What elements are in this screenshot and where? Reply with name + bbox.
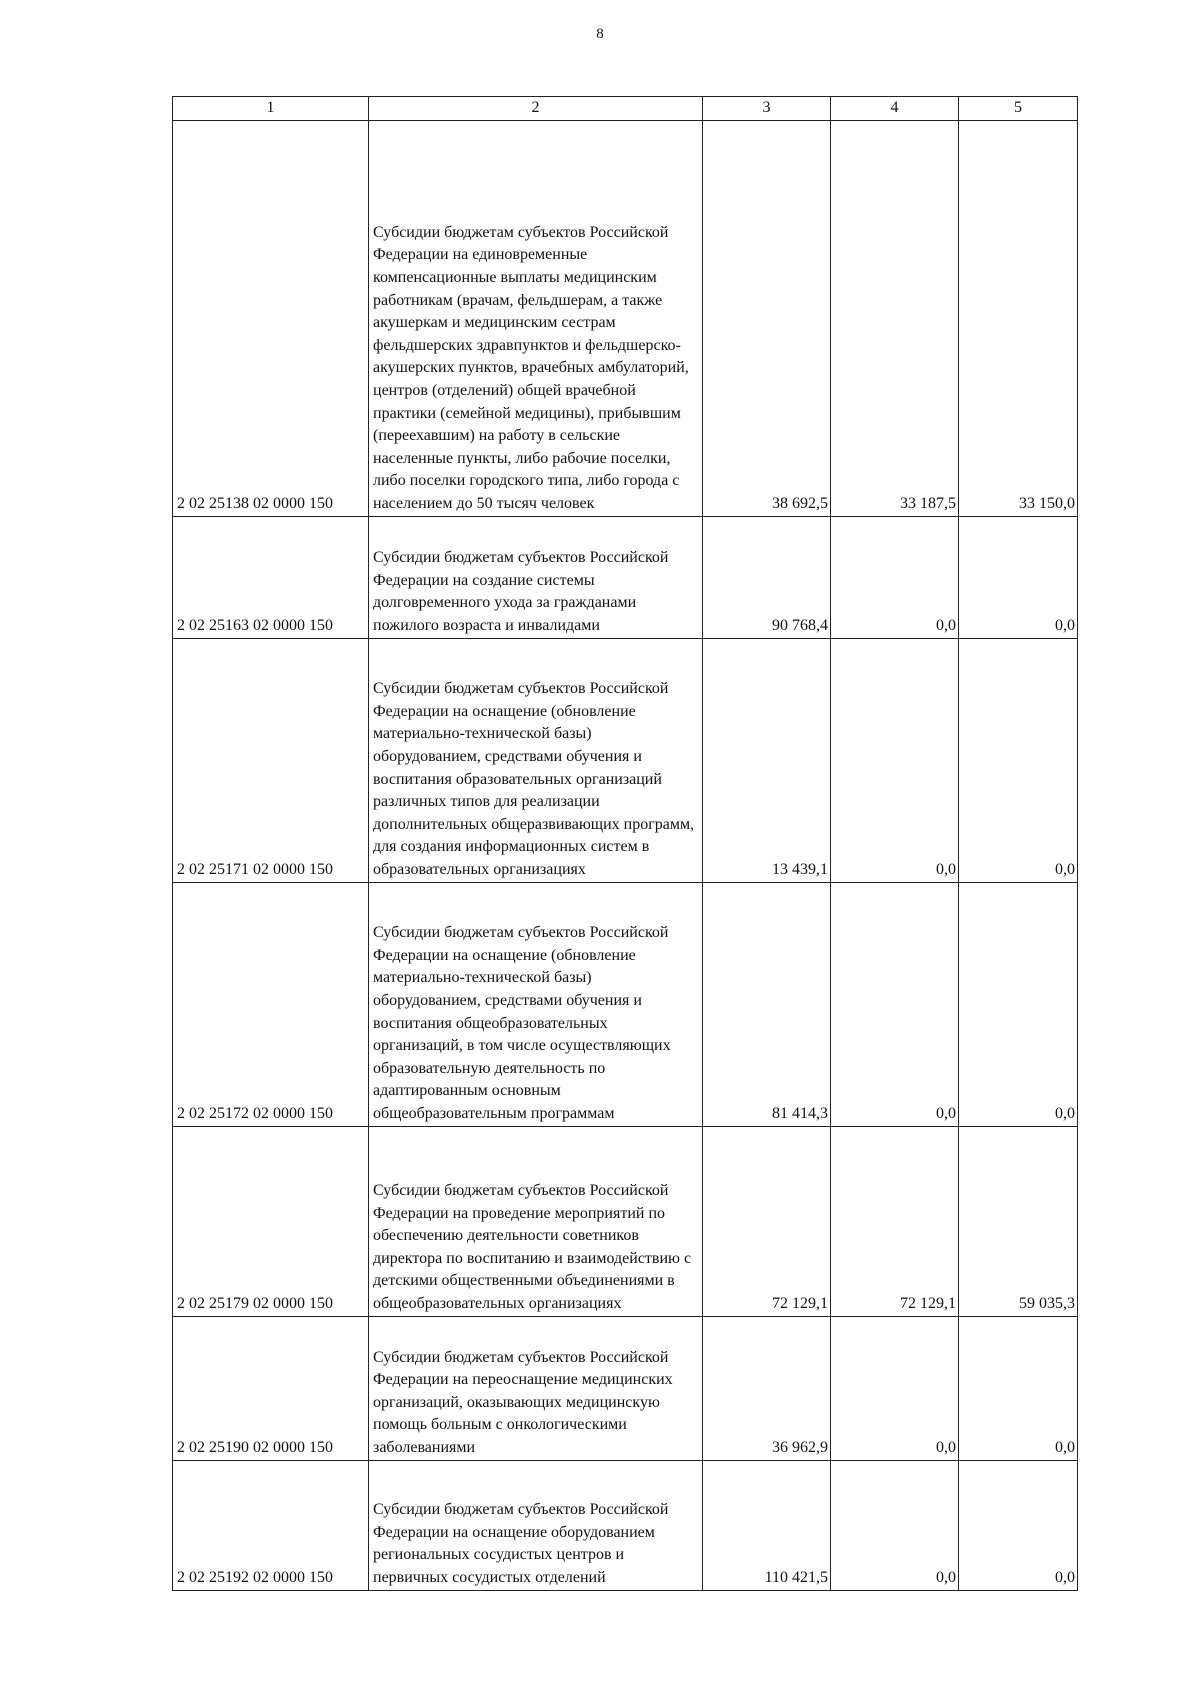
row-description: Субсидии бюджетам субъектов Российской Федерации на единовременные компенсационные выплаты медицинским работникам (врачам, фельдшерам, а также акушеркам и медицинским сестрам фельдшерских здравпунктов и фельдшерско-акушерских пунктов, врачебных амбулаторий, центров (отделений) общей врачебной практики (семейной медицины), прибывшим (переехавшим) на работу в сельские населенные пункты, либо рабочие поселки, либо поселки городского типа, либо города с населением до 50 тысяч человек (369, 120, 703, 516)
value-col5: 0,0 (959, 1460, 1078, 1590)
value-col4: 33 187,5 (831, 120, 959, 516)
row-description: Субсидии бюджетам субъектов Российской Федерации на переоснащение медицинских организаций, оказывающих медицинскую помощь больным с онкологическими заболеваниями (369, 1316, 703, 1460)
value-col5: 0,0 (959, 882, 1078, 1126)
table-row (173, 638, 1078, 882)
value-col4: 0,0 (831, 1316, 959, 1460)
table-row (173, 1126, 1078, 1316)
column-header-5: 5 (959, 97, 1078, 121)
column-header-3: 3 (703, 97, 831, 121)
table-row (173, 1460, 1078, 1590)
table-row (173, 1316, 1078, 1460)
table-row (173, 882, 1078, 1126)
table-row (173, 516, 1078, 638)
budget-code: 2 02 25190 02 0000 150 (173, 1316, 369, 1460)
budget-code: 2 02 25171 02 0000 150 (173, 638, 369, 882)
column-header-4: 4 (831, 97, 959, 121)
value-col3: 81 414,3 (703, 882, 831, 1126)
value-col5: 33 150,0 (959, 120, 1078, 516)
budget-code: 2 02 25172 02 0000 150 (173, 882, 369, 1126)
budget-table (172, 96, 1078, 1591)
value-col3: 38 692,5 (703, 120, 831, 516)
value-col5: 0,0 (959, 516, 1078, 638)
row-description: Субсидии бюджетам субъектов Российской Федерации на создание системы долговременного ухода за гражданами пожилого возраста и инвалидами (369, 516, 703, 638)
value-col3: 36 962,9 (703, 1316, 831, 1460)
budget-code: 2 02 25163 02 0000 150 (173, 516, 369, 638)
budget-code: 2 02 25192 02 0000 150 (173, 1460, 369, 1590)
column-header-1: 1 (173, 97, 369, 121)
row-description: Субсидии бюджетам субъектов Российской Федерации на оснащение оборудованием региональных сосудистых центров и первичных сосудистых отделений (369, 1460, 703, 1590)
value-col4: 0,0 (831, 1460, 959, 1590)
value-col3: 110 421,5 (703, 1460, 831, 1590)
row-description: Субсидии бюджетам субъектов Российской Федерации на проведение мероприятий по обеспечению деятельности советников директора по воспитанию и взаимодействию с детскими общественными объединениями в общеобразовательных организациях (369, 1126, 703, 1316)
value-col5: 59 035,3 (959, 1126, 1078, 1316)
value-col5: 0,0 (959, 638, 1078, 882)
value-col4: 0,0 (831, 638, 959, 882)
value-col3: 90 768,4 (703, 516, 831, 638)
value-col4: 72 129,1 (831, 1126, 959, 1316)
row-description: Субсидии бюджетам субъектов Российской Федерации на оснащение (обновление материально-технической базы) оборудованием, средствами обучения и воспитания общеобразовательных организаций, в том числе осуществляющих образовательную деятельность по адаптированным основным общеобразовательным программам (369, 882, 703, 1126)
header-row (173, 97, 1078, 121)
value-col5: 0,0 (959, 1316, 1078, 1460)
value-col4: 0,0 (831, 882, 959, 1126)
page-number: 8 (596, 26, 604, 42)
value-col4: 0,0 (831, 516, 959, 638)
table-row (173, 120, 1078, 516)
budget-code: 2 02 25179 02 0000 150 (173, 1126, 369, 1316)
value-col3: 13 439,1 (703, 638, 831, 882)
row-description: Субсидии бюджетам субъектов Российской Федерации на оснащение (обновление материально-технической базы) оборудованием, средствами обучения и воспитания образовательных организаций различных типов для реализации дополнительных общеразвивающих программ, для создания информационных систем в образовательных организациях (369, 638, 703, 882)
column-header-2: 2 (369, 97, 703, 121)
budget-code: 2 02 25138 02 0000 150 (173, 120, 369, 516)
value-col3: 72 129,1 (703, 1126, 831, 1316)
